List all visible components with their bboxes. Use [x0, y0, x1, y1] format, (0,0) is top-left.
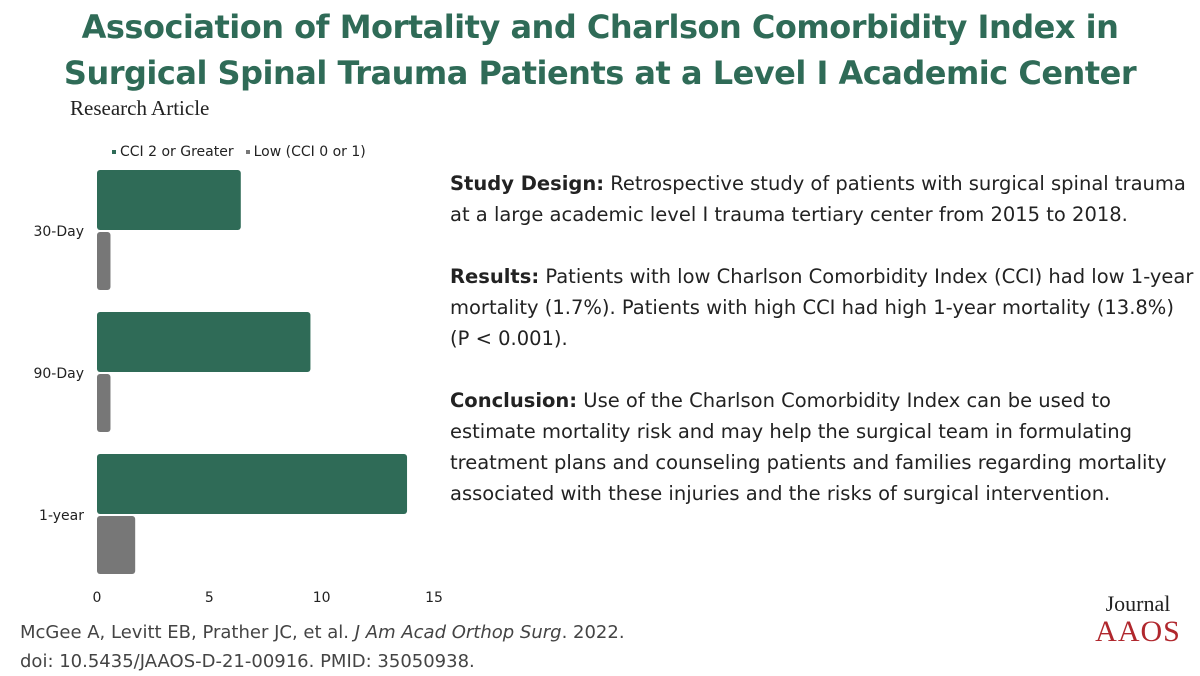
title-line-1: Association of Mortality and Charlson Comorbidity Index in: [81, 8, 1119, 46]
bar-high-cci-1-year: [97, 454, 407, 514]
category-label: 1-year: [39, 508, 84, 524]
bar-high-cci-30-day: [97, 170, 241, 230]
study-design-text: Retrospective study of patients with surgical spinal trauma at a large academic level I trauma tertiary center from 2015 to 2018.: [450, 172, 1186, 226]
legend-item-high-cci: [112, 144, 234, 160]
bar-high-cci-90-day: [97, 312, 310, 372]
conclusion-label: Conclusion:: [450, 389, 578, 412]
legend-item-low-cci: [246, 144, 366, 160]
legend-swatch-low-cci: [246, 150, 250, 154]
citation-authors: McGee A, Levitt EB, Prather JC, et al.: [20, 622, 355, 643]
x-tick-label: 5: [204, 590, 214, 606]
citation-journal: J Am Acad Orthop Surg: [354, 622, 562, 643]
mortality-bar-chart: [0, 160, 450, 610]
title-line-2: Surgical Spinal Trauma Patients at a Level I Academic Center: [63, 54, 1137, 92]
results-text: Patients with low Charlson Comorbidity Index (CCI) had low 1-year mortality (1.7%). Patients with high CCI had high 1-year mortality (13.8%) (P < 0.001).: [450, 265, 1194, 350]
category-label: 30-Day: [33, 224, 84, 240]
study-design-label: Study Design:: [450, 172, 605, 195]
chart-legend: [112, 144, 366, 160]
summary-panel: [450, 168, 1195, 540]
results-paragraph: [450, 261, 1195, 354]
bar-low-cci-1-year: [97, 516, 135, 574]
legend-label-low-cci: Low (CCI 0 or 1): [253, 144, 366, 160]
citation-year: . 2022.: [561, 622, 625, 643]
citation-line-2: doi: 10.5435/JAAOS-D-21-00916. PMID: 35050938.: [20, 651, 475, 672]
page-title: [0, 4, 1200, 96]
x-tick-label: 0: [92, 590, 102, 606]
citation: [20, 618, 625, 676]
bar-low-cci-30-day: [97, 232, 110, 290]
study-design-paragraph: [450, 168, 1195, 230]
conclusion-text: Use of the Charlson Comorbidity Index can be used to estimate mortality risk and may help the surgical team in formulating treatment plans and counseling patients and families regarding mortality associated with these injuries and the risks of surgical intervention.: [450, 389, 1167, 505]
article-type-label: Research Article: [70, 96, 210, 120]
legend-swatch-high-cci: [112, 150, 116, 154]
citation-line-1: [20, 618, 625, 647]
logo-aaos-text: AAOS: [1095, 615, 1181, 648]
conclusion-paragraph: [450, 385, 1195, 509]
x-tick-label: 10: [312, 590, 331, 606]
logo-journal-text: Journal: [1105, 591, 1171, 616]
journal-aaos-logo: [1088, 592, 1188, 648]
category-label: 90-Day: [33, 366, 84, 382]
x-tick-label: 15: [425, 590, 443, 606]
bar-low-cci-90-day: [97, 374, 110, 432]
results-label: Results:: [450, 265, 540, 288]
legend-label-high-cci: CCI 2 or Greater: [120, 144, 234, 160]
